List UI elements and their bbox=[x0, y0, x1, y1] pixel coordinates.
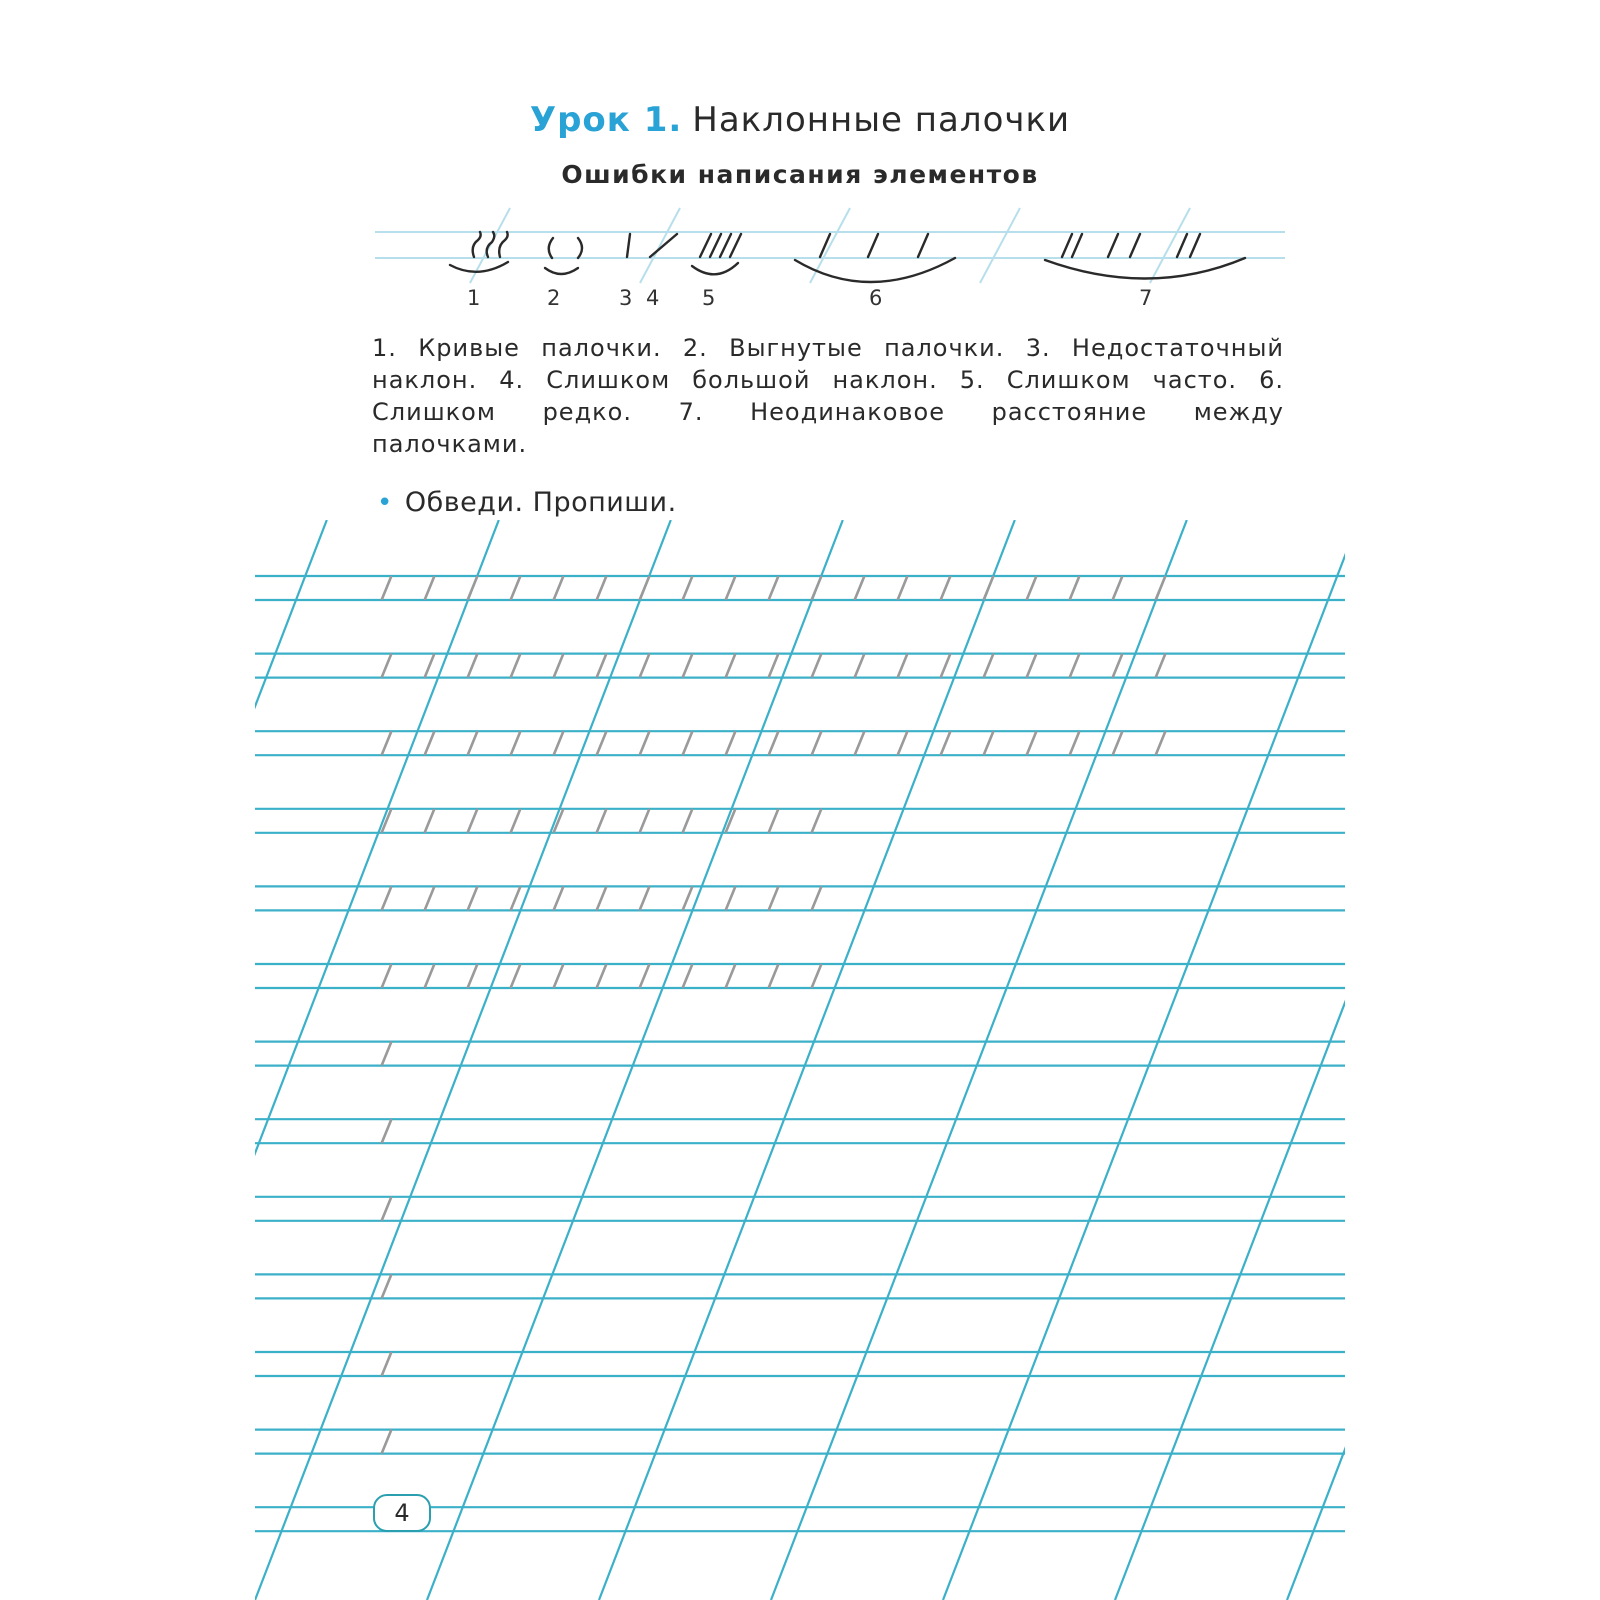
trace-stick bbox=[726, 577, 735, 599]
trace-stick bbox=[425, 577, 434, 599]
trace-stick bbox=[554, 655, 563, 677]
slant-guide-line bbox=[943, 520, 1359, 1600]
trace-stick bbox=[640, 655, 649, 677]
trace-stick bbox=[1113, 655, 1122, 677]
trace-stick bbox=[425, 732, 434, 754]
trace-stick bbox=[941, 577, 950, 599]
trace-stick bbox=[382, 732, 391, 754]
trace-stick bbox=[941, 655, 950, 677]
trace-stick bbox=[726, 732, 735, 754]
trace-stick bbox=[554, 732, 563, 754]
trace-stick bbox=[425, 655, 434, 677]
trace-stick bbox=[769, 810, 778, 832]
trace-stick bbox=[1070, 577, 1079, 599]
trace-stick bbox=[511, 655, 520, 677]
trace-stick bbox=[382, 1043, 391, 1065]
slant-guide-line bbox=[0, 520, 155, 1600]
trace-stick bbox=[511, 965, 520, 987]
figure-label: 4 bbox=[646, 286, 660, 310]
slant-guide-line bbox=[1459, 520, 1600, 1600]
trace-stick bbox=[683, 810, 692, 832]
trace-stick bbox=[468, 732, 477, 754]
figure-label: 2 bbox=[547, 286, 561, 310]
trace-stick bbox=[425, 887, 434, 909]
trace-stick bbox=[554, 577, 563, 599]
trace-stick bbox=[812, 887, 821, 909]
trace-stick bbox=[511, 732, 520, 754]
trace-stick bbox=[683, 887, 692, 909]
trace-stick bbox=[382, 887, 391, 909]
lesson-topic: Наклонные палочки bbox=[692, 100, 1071, 140]
trace-stick bbox=[1113, 577, 1122, 599]
trace-stick bbox=[812, 732, 821, 754]
trace-stick bbox=[1027, 732, 1036, 754]
trace-stick bbox=[468, 965, 477, 987]
trace-stick bbox=[640, 577, 649, 599]
trace-stick bbox=[468, 655, 477, 677]
trace-stick bbox=[769, 655, 778, 677]
trace-stick bbox=[769, 965, 778, 987]
slant-guide-line bbox=[83, 520, 499, 1600]
trace-stick bbox=[597, 810, 606, 832]
trace-stick bbox=[554, 965, 563, 987]
trace-stick bbox=[597, 887, 606, 909]
trace-stick bbox=[554, 887, 563, 909]
page-number: 4 bbox=[373, 1494, 431, 1532]
trace-stick bbox=[597, 577, 606, 599]
trace-stick bbox=[769, 577, 778, 599]
trace-stick bbox=[511, 887, 520, 909]
trace-stick bbox=[382, 577, 391, 599]
trace-stick bbox=[382, 965, 391, 987]
trace-stick bbox=[898, 577, 907, 599]
trace-stick bbox=[726, 655, 735, 677]
trace-stick bbox=[511, 577, 520, 599]
trace-stick bbox=[1156, 655, 1165, 677]
trace-stick bbox=[382, 1198, 391, 1220]
slant-guide-line bbox=[0, 520, 327, 1600]
trace-stick bbox=[683, 732, 692, 754]
lesson-number: Урок 1. bbox=[529, 100, 683, 140]
trace-stick bbox=[1113, 732, 1122, 754]
trace-stick bbox=[1156, 732, 1165, 754]
trace-stick bbox=[597, 655, 606, 677]
bullet-icon: • bbox=[377, 488, 393, 518]
trace-stick bbox=[984, 732, 993, 754]
trace-stick bbox=[640, 732, 649, 754]
trace-stick bbox=[855, 577, 864, 599]
trace-stick bbox=[640, 965, 649, 987]
trace-stick bbox=[468, 810, 477, 832]
trace-stick bbox=[769, 887, 778, 909]
trace-stick bbox=[1027, 577, 1036, 599]
figure-label: 6 bbox=[869, 286, 883, 310]
trace-stick bbox=[812, 965, 821, 987]
trace-stick bbox=[640, 887, 649, 909]
trace-stick bbox=[382, 1353, 391, 1375]
trace-stick bbox=[898, 732, 907, 754]
trace-stick bbox=[726, 965, 735, 987]
trace-stick bbox=[769, 732, 778, 754]
trace-stick bbox=[511, 810, 520, 832]
trace-stick bbox=[984, 577, 993, 599]
trace-stick bbox=[640, 810, 649, 832]
trace-stick bbox=[683, 577, 692, 599]
slant-guide-line bbox=[427, 520, 843, 1600]
trace-stick bbox=[382, 1120, 391, 1142]
figure-label: 5 bbox=[702, 286, 716, 310]
trace-stick bbox=[425, 965, 434, 987]
trace-stick bbox=[812, 655, 821, 677]
trace-stick bbox=[812, 577, 821, 599]
trace-stick bbox=[1027, 655, 1036, 677]
errors-description: 1. Кривые палочки. 2. Выгнутые палочки. 3. Недостаточный наклон. 4. Слишком большой наклон. 5. Слишком часто. 6. Слишком редко. 7. Неодинаковое расстояние между палочками. bbox=[372, 334, 1284, 458]
slant-guide-line bbox=[1115, 520, 1531, 1600]
trace-stick bbox=[1156, 577, 1165, 599]
trace-stick bbox=[468, 887, 477, 909]
figure-label: 1 bbox=[467, 286, 481, 310]
trace-stick bbox=[812, 810, 821, 832]
slant-guide-line bbox=[771, 520, 1187, 1600]
slant-guide-line bbox=[1287, 520, 1600, 1600]
trace-stick bbox=[597, 732, 606, 754]
errors-heading: Ошибки написания элементов bbox=[561, 160, 1039, 189]
trace-stick bbox=[1070, 732, 1079, 754]
figure-label: 7 bbox=[1139, 286, 1153, 310]
trace-stick bbox=[597, 965, 606, 987]
trace-stick bbox=[382, 1431, 391, 1453]
trace-stick bbox=[425, 810, 434, 832]
figure-label: 3 bbox=[619, 286, 633, 310]
trace-stick bbox=[683, 655, 692, 677]
trace-stick bbox=[984, 655, 993, 677]
trace-stick bbox=[382, 1275, 391, 1297]
instruction-text: Обведи. Пропиши. bbox=[404, 487, 677, 518]
trace-stick bbox=[726, 887, 735, 909]
trace-stick bbox=[468, 577, 477, 599]
trace-stick bbox=[683, 965, 692, 987]
trace-stick bbox=[855, 732, 864, 754]
trace-stick bbox=[898, 655, 907, 677]
slant-guide-line bbox=[255, 520, 671, 1600]
trace-stick bbox=[382, 655, 391, 677]
trace-stick bbox=[855, 655, 864, 677]
trace-stick bbox=[1070, 655, 1079, 677]
slant-guide-line bbox=[599, 520, 1015, 1600]
trace-stick bbox=[941, 732, 950, 754]
